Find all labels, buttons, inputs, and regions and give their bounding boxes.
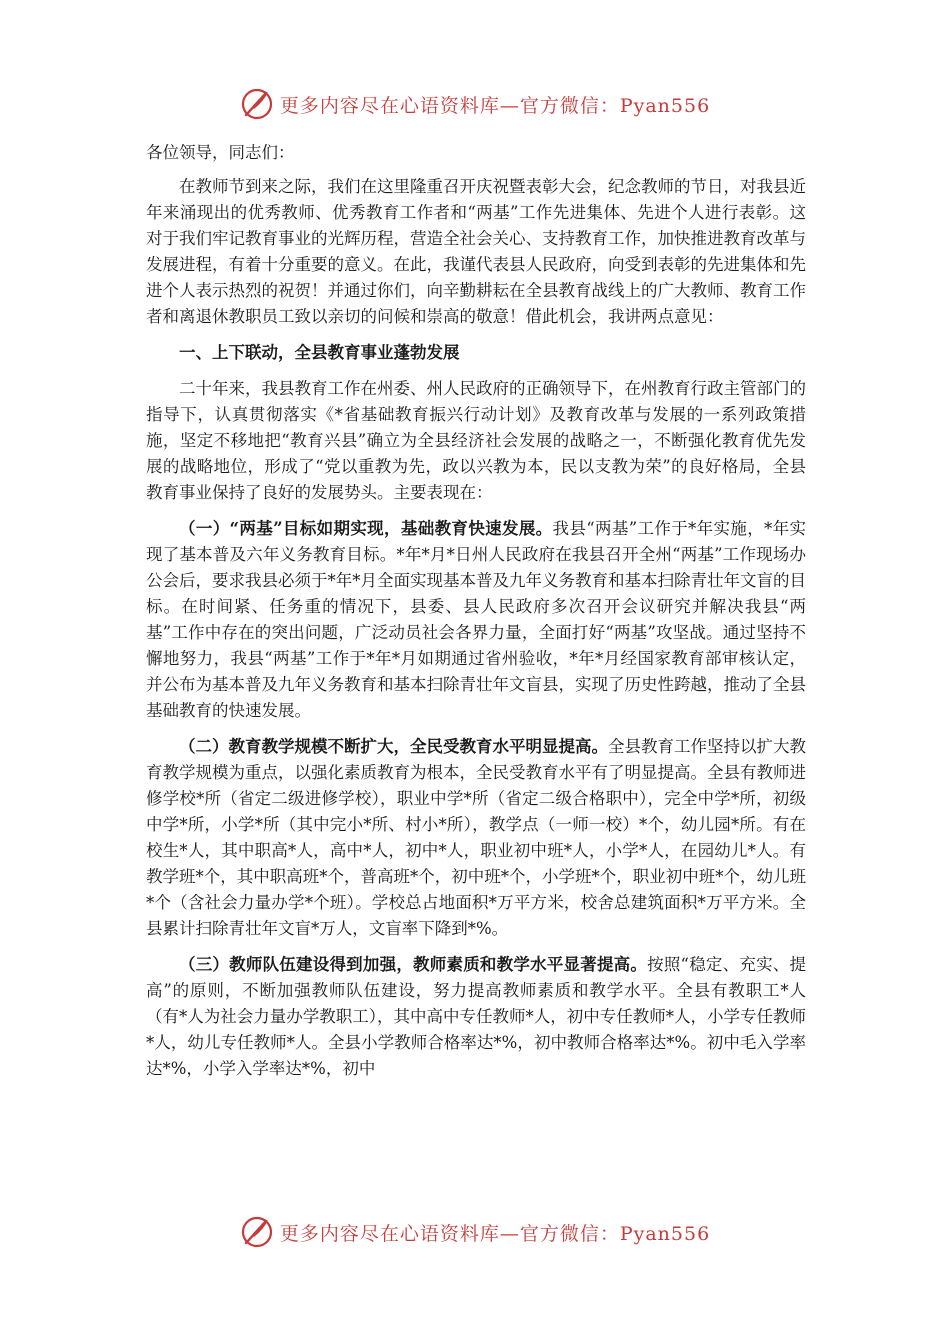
banner-text: 更多内容尽在心语资料库—官方微信：Pyan556: [279, 94, 711, 117]
item2-title: （二）教育教学规模不断扩大，全民受教育水平明显提高。: [179, 737, 608, 756]
section1-paragraph: 二十年来，我县教育工作在州委、州人民政府的正确领导下，在州教育行政主管部门的指导下，认真贯彻落实《*省基础教育振兴行动计划》及教育改革与发展的一系列政策措施，坚定不移地把“教育兴县”确立为全县经济社会发展的战略之一，不断强化教育优先发展的战略地位，形成了“党以重教为先，政以兴教为本，民以支教为荣”的良好格局，全县教育事业保持了良好的发展势头。主要表现在：: [146, 379, 806, 502]
item3-body: 按照“稳定、充实、提高”的原则，不断加强教师队伍建设，努力提高教师素质和教学水平。全县有教职工*人（有*人为社会力量办学教职工），其中高中专任教师*人，初中专任教师*人，小学专任教师*人，幼儿专任教师*人。全县小学教师合格率达*%，初中教师合格率达*%。初中毛入学率达*%，小学入学率达*%，初中: [146, 955, 807, 1078]
watermark-banner-bottom: [0, 1212, 950, 1252]
quill-logo-icon: [240, 87, 274, 121]
item2-body: 全县教育工作坚持以扩大教育教学规模为重点，以强化素质教育为根本，全民受教育水平有了明显提高。全县有教师进修学校*所（省定二级进修学校），职业中学*所（省定二级合格职中），完全中学*所，初级中学*所，小学*所（其中完小*所、村小*所），教学点（一师一校）*个，幼儿园*所。有在校生*人，其中职高*人，高中*人，初中*人，职业初中班*人，小学*人，在园幼儿*人。有教学班*个，其中职高班*个，普高班*个，初中班*个，小学班*个，职业初中班*个，幼儿班*个（含社会力量办学*个班）。学校总占地面积*万平方米，校舍总建筑面积*万平方米。全县累计扫除青壮年文盲*万人，文盲率下降到*%。: [146, 737, 806, 938]
item1-title: （一）“两基”目标如期实现，基础教育快速发展。: [179, 519, 553, 538]
document-body: [146, 140, 806, 1092]
item3-paragraph: [146, 952, 806, 1082]
watermark-banner-top: [0, 84, 950, 124]
item3-title: （三）教师队伍建设得到加强，教师素质和教学水平显著提高。: [179, 955, 648, 974]
quill-logo-icon: [240, 1215, 274, 1249]
item2-paragraph: [146, 734, 806, 942]
banner-text: 更多内容尽在心语资料库—官方微信：Pyan556: [279, 1222, 711, 1245]
item1-paragraph: [146, 516, 806, 724]
intro-paragraph: 在教师节到来之际，我们在这里隆重召开庆祝暨表彰大会，纪念教师的节日，对我县近年来涌现出的优秀教师、优秀教育工作者和“两基”工作先进集体、先进个人进行表彰。这对于我们牢记教育事业的光辉历程，营造全社会关心、支持教育工作，加快推进教育改革与发展进程，有着十分重要的意义。在此，我谨代表县人民政府，向受到表彰的先进集体和先进个人表示热烈的祝贺！并通过你们，向辛勤耕耘在全县教育战线上的广大教师、教育工作者和离退休教职员工致以亲切的问候和崇高的敬意！借此机会，我讲两点意见：: [146, 177, 806, 326]
section1-heading: 一、上下联动，全县教育事业蓬勃发展: [179, 343, 460, 362]
item1-body: 我县“两基”工作于*年实施，*年实现了基本普及六年义务教育目标。*年*月*日州人民政府在我县召开全州“两基”工作现场办公会后，要求我县必须于*年*月全面实现基本普及九年义务教育和基本扫除青壮年文盲的目标。在时间紧、任务重的情况下，县委、县人民政府多次召开会议研究并解决我县“两基”工作中存在的突出问题，广泛动员社会各界力量，全面打好“两基”攻坚战。通过坚持不懈地努力，我县“两基”工作于*年*月如期通过省州验收，*年*月经国家教育部审核认定，并公布为基本普及九年义务教育和基本扫除青壮年文盲县，实现了历史性跨越，推动了全县基础教育的快速发展。: [146, 519, 806, 720]
greeting: 各位领导，同志们：: [146, 143, 295, 162]
